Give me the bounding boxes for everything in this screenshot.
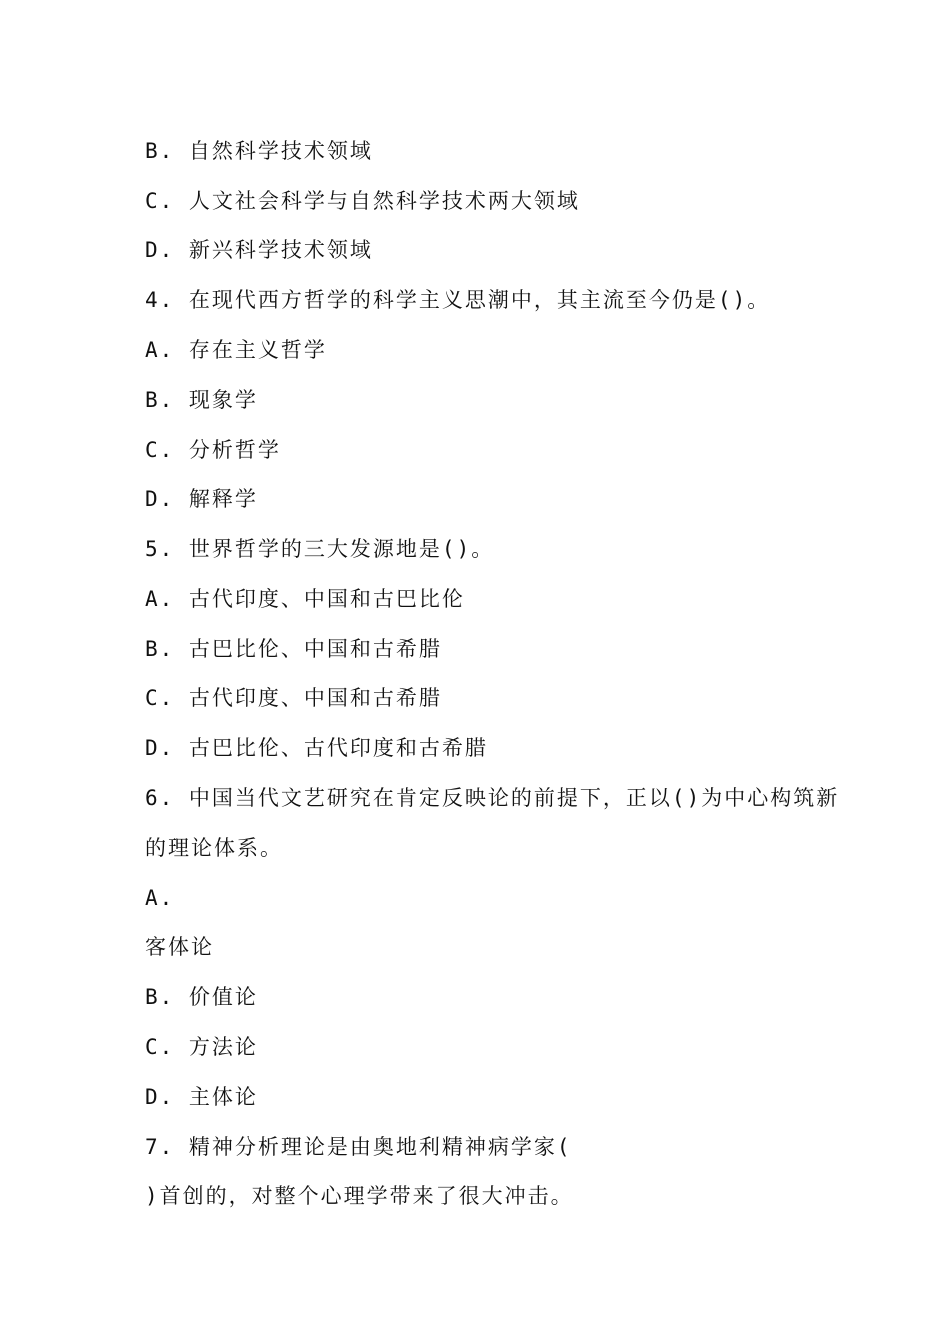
option-4b: B. 现象学 bbox=[145, 388, 258, 412]
option-6c: C. 方法论 bbox=[145, 1035, 258, 1059]
question-6-line-1: 6. 中国当代文艺研究在肯定反映论的前提下，正以()为中心构筑新 bbox=[145, 786, 840, 810]
option-3d: D. 新兴科学技术领域 bbox=[145, 238, 373, 262]
option-6a-text: 客体论 bbox=[145, 935, 214, 959]
option-5a: A. 古代印度、中国和古巴比伦 bbox=[145, 587, 465, 611]
option-5b: B. 古巴比伦、中国和古希腊 bbox=[145, 637, 442, 661]
option-5d: D. 古巴比伦、古代印度和古希腊 bbox=[145, 736, 488, 760]
option-4a: A. 存在主义哲学 bbox=[145, 338, 327, 362]
question-7-line-2: )首创的，对整个心理学带来了很大冲击。 bbox=[145, 1184, 574, 1208]
option-4c: C. 分析哲学 bbox=[145, 438, 281, 462]
question-7-line-1: 7. 精神分析理论是由奥地利精神病学家( bbox=[145, 1135, 572, 1159]
option-6a-label: A. bbox=[145, 886, 175, 910]
option-5c: C. 古代印度、中国和古希腊 bbox=[145, 686, 442, 710]
question-6-line-2: 的理论体系。 bbox=[145, 836, 283, 860]
option-6b: B. 价值论 bbox=[145, 985, 258, 1009]
option-4d: D. 解释学 bbox=[145, 487, 258, 511]
option-6d: D. 主体论 bbox=[145, 1085, 258, 1109]
question-5: 5. 世界哲学的三大发源地是()。 bbox=[145, 537, 495, 561]
option-3c: C. 人文社会科学与自然科学技术两大领域 bbox=[145, 189, 580, 213]
question-4: 4. 在现代西方哲学的科学主义思潮中，其主流至今仍是()。 bbox=[145, 288, 771, 312]
option-3b: B. 自然科学技术领域 bbox=[145, 139, 373, 163]
